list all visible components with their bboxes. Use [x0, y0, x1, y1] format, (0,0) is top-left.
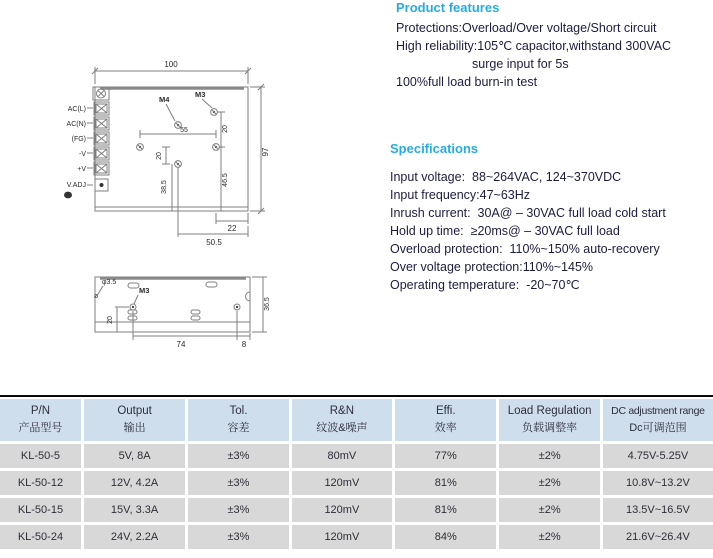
- hole-diameter-label: φ3.5: [102, 279, 117, 286]
- table-cell: 24V, 2.2A: [84, 525, 185, 549]
- feature-line-protections: Protections:Overload/Over voltage/Short circuit: [396, 21, 657, 35]
- table-cell: ±3%: [188, 444, 288, 468]
- specifications-section: [390, 141, 710, 294]
- spec-line-over-voltage-protection: Over voltage protection:110%~145%: [390, 260, 594, 274]
- table-top-rule: [0, 395, 713, 397]
- col-header-cn: Dc可调范围: [629, 422, 687, 434]
- dim-label-36-5: 36.5: [264, 297, 271, 311]
- col-header-cn: 纹波&噪声: [316, 422, 368, 434]
- dim-label-74: 74: [176, 340, 186, 349]
- table-cell: ±3%: [188, 498, 288, 522]
- terminal-label-v-adj: V.ADJ: [66, 182, 86, 189]
- col-header-en: P/N: [30, 405, 51, 417]
- dimension-drawing-top-view: [56, 56, 316, 256]
- screw-label-m3-side: M3: [139, 286, 150, 295]
- dim-label-20-right: 20: [222, 125, 229, 133]
- spec-line-inrush-current: Inrush current: 30A@ – 30VAC full load cold start: [390, 206, 666, 220]
- dim-20-right-and-46-5: [217, 112, 229, 211]
- col-header-cn: 效率: [434, 422, 457, 434]
- mounting-holes-side-view: [130, 304, 240, 310]
- dim-label-20-side: 20: [107, 316, 114, 324]
- product-features-heading: Product features: [396, 0, 500, 15]
- table-cell: 84%: [395, 525, 496, 549]
- dim-label-38-5: 38.5: [161, 180, 168, 194]
- terminal-label-ac-n: AC(N): [66, 121, 86, 128]
- table-cell: ±3%: [188, 471, 288, 495]
- terminal-labels: [64, 106, 93, 198]
- table-cell: 15V, 3.3A: [84, 498, 185, 522]
- case-outline-side-view: [95, 277, 250, 332]
- terminal-label-fg: (FG): [71, 136, 86, 143]
- dim-label-8: 8: [241, 340, 247, 349]
- dim-36-5: [252, 277, 271, 332]
- spec-line-input-frequency: Input frequency:47~63Hz: [390, 188, 531, 202]
- table-cell: 80mV: [292, 444, 392, 468]
- screw-label-m3: M3: [195, 90, 206, 99]
- spec-line-hold-up-time: Hold up time: ≥20ms@ – 30VAC full load: [390, 224, 620, 238]
- dim-label-50-5: 50.5: [206, 238, 222, 247]
- feature-line-surge: surge input for 5s: [472, 57, 569, 71]
- col-header-cn: 产品型号: [18, 422, 63, 434]
- spec-line-overload-protection: Overload protection: 110%~150% auto-recovery: [390, 242, 660, 256]
- hole-symbol-label: ø: [94, 293, 99, 300]
- table-cell: ±3%: [188, 525, 288, 549]
- table-cell: 81%: [395, 471, 496, 495]
- col-header-dc-adjustment-range: [603, 399, 713, 441]
- table-cell: 12V, 4.2A: [84, 471, 185, 495]
- screw-label-m4: M4: [159, 95, 170, 104]
- col-header-en: Effi.: [435, 405, 456, 417]
- col-header-efficiency: [395, 399, 496, 441]
- table-cell: 10.8V~13.2V: [603, 471, 713, 495]
- table-cell: ±2%: [499, 525, 599, 549]
- table-grid: [0, 399, 713, 549]
- dim-height-97: [250, 84, 270, 214]
- table-cell: KL-50-24: [0, 525, 81, 549]
- table-cell: 81%: [395, 498, 496, 522]
- spec-line-input-voltage: Input voltage: 88~264VAC, 124~370VDC: [390, 170, 622, 184]
- col-header-en: Output: [117, 405, 152, 417]
- dim-label-46-5: 46.5: [222, 173, 229, 187]
- col-header-load-regulation: [499, 399, 599, 441]
- table-cell: ±2%: [499, 498, 599, 522]
- table-cell: 120mV: [292, 525, 392, 549]
- table-cell: 120mV: [292, 498, 392, 522]
- col-header-cn: 输出: [123, 422, 146, 434]
- col-header-en: Load Regulation: [507, 405, 592, 417]
- col-header-ripple-noise: [292, 399, 392, 441]
- table-cell: KL-50-12: [0, 471, 81, 495]
- dim-20-side: [107, 307, 129, 332]
- table-cell: KL-50-5: [0, 444, 81, 468]
- dimension-drawing-side-view: [56, 270, 316, 356]
- dim-label-100: 100: [164, 60, 178, 69]
- feature-line-reliability: High reliability:105℃ capacitor,withstand 300VAC: [396, 39, 672, 53]
- terminal-label-plus-v: +V: [77, 166, 86, 173]
- dim-label-22: 22: [227, 224, 237, 233]
- col-header-output: [84, 399, 185, 441]
- product-features-section: [396, 0, 713, 91]
- col-header-cn: 容差: [227, 422, 250, 434]
- table-cell: 77%: [395, 444, 496, 468]
- specifications-heading: Specifications: [390, 141, 479, 156]
- col-header-cn: 负载调整率: [522, 422, 578, 434]
- table-cell: 13.5V~16.5V: [603, 498, 713, 522]
- col-header-en: DC adjustment range: [611, 405, 705, 417]
- table-cell: KL-50-15: [0, 498, 81, 522]
- dim-width-100: [92, 60, 251, 84]
- model-spec-table: [0, 395, 713, 549]
- col-header-en: R&N: [329, 405, 355, 417]
- dim-22: [216, 213, 248, 233]
- dim-label-97: 97: [261, 147, 270, 157]
- dim-label-20-center: 20: [156, 152, 163, 160]
- case-notch: [246, 292, 251, 301]
- spec-line-operating-temperature: Operating temperature: -20~70℃: [390, 278, 580, 292]
- terminal-label-ac-l: AC(L): [67, 106, 86, 113]
- col-header-pn: [0, 399, 81, 441]
- col-header-en: Tol.: [229, 405, 248, 417]
- dim-20-center-and-38-5: [156, 147, 172, 211]
- table-cell: 120mV: [292, 471, 392, 495]
- table-cell: ±2%: [499, 444, 599, 468]
- table-cell: 5V, 8A: [84, 444, 185, 468]
- table-cell: 4.75V-5.25V: [603, 444, 713, 468]
- table-cell: 21.6V~26.4V: [603, 525, 713, 549]
- terminal-label-minus-v: -V: [79, 151, 86, 158]
- table-cell: ±2%: [499, 471, 599, 495]
- col-header-tolerance: [188, 399, 288, 441]
- mounting-holes-top-view: [137, 109, 220, 168]
- pointer-blob-icon: [64, 192, 72, 199]
- dim-label-55: 55: [180, 127, 188, 134]
- feature-line-burn-in: 100%full load burn-in test: [396, 75, 538, 89]
